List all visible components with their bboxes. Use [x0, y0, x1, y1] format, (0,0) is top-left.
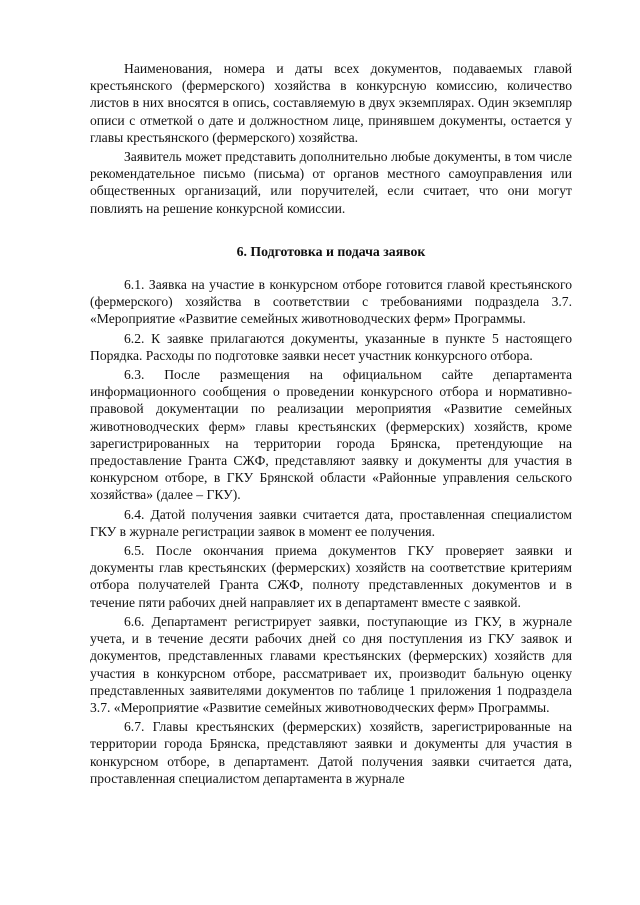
- paragraph-6-4: 6.4. Датой получения заявки считается дата, проставленная специалистом ГКУ в журнале регистрации заявок в момент ее получения.: [90, 506, 572, 539]
- paragraph-inventory: Наименования, номера и даты всех документов, подаваемых главой крестьянского (фермерского) хозяйства в конкурсную комиссию, количество листов в них вносятся в опись, составляемую в двух экземплярах. Один экземпляр описи с отметкой о дате и должностном лице, принявшем документы, остается у главы крестьянского (фермерского) хозяйства.: [90, 61, 572, 145]
- paragraph-6-2: 6.2. К заявке прилагаются документы, указанные в пункте 5 настоящего Порядка. Расходы по подготовке заявки несет участник конкурсного отбора.: [90, 330, 572, 363]
- paragraph-6-6: 6.6. Департамент регистрирует заявки, поступающие из ГКУ, в журнале учета, и в течение десяти рабочих дней со дня поступления из ГКУ заявок и документов, представленных главами крестьянских (фермерских) хозяйств для участия в конкурсном отборе, рассматривает их, производит бальную оценку представленных заявителями документов по таблице 1 приложения 1 подраздела 3.7. «Мероприятие «Развитие семейных животноводческих ферм» Программы.: [90, 613, 572, 715]
- paragraph-additional-documents: Заявитель может представить дополнительно любые документы, в том числе рекомендательное письмо (письма) от органов местного самоуправления или общественных организаций, или поручителей, если считает, что они могут повлиять на решение конкурсной комиссии.: [90, 149, 572, 216]
- paragraph-6-1: 6.1. Заявка на участие в конкурсном отборе готовится главой крестьянского (фермерского) хозяйства в соответствии с требованиями подраздела 3.7. «Мероприятие «Развитие семейных животноводческих ферм» Программы.: [90, 277, 572, 327]
- paragraph-6-7: 6.7. Главы крестьянских (фермерских) хозяйств, зарегистрированные на территории города Брянска, представляют заявки и документы для участия в конкурсном отборе, в департамент. Датой получения заявки считается дата, проставленная специалистом департамента в журнале: [90, 719, 572, 786]
- document-body: [90, 60, 572, 787]
- paragraph-6-3: 6.3. После размещения на официальном сайте департамента информационного сообщения о проведении конкурсного отбора и нормативно-правовой документации по реализации мероприятия «Развитие семейных животноводческих ферм» главы крестьянских (фермерских) хозяйств, кроме зарегистрированных на территории города Брянска, претендующие на предоставление Гранта СЖФ, представляют заявку и документы для участия в конкурсном отборе, в ГКУ Брянской области «Районные управления сельского хозяйства» (далее – ГКУ).: [90, 367, 572, 503]
- paragraph-6-5: 6.5. После окончания приема документов ГКУ проверяет заявки и документы глав крестьянских (фермерских) хозяйств на соответствие критериям отбора получателей Гранта СЖФ, полноту представленных документов и в течение пяти рабочих дней направляет их в департамент вместе с заявкой.: [90, 543, 572, 610]
- section-heading: 6. Подготовка и подача заявок: [236, 243, 426, 259]
